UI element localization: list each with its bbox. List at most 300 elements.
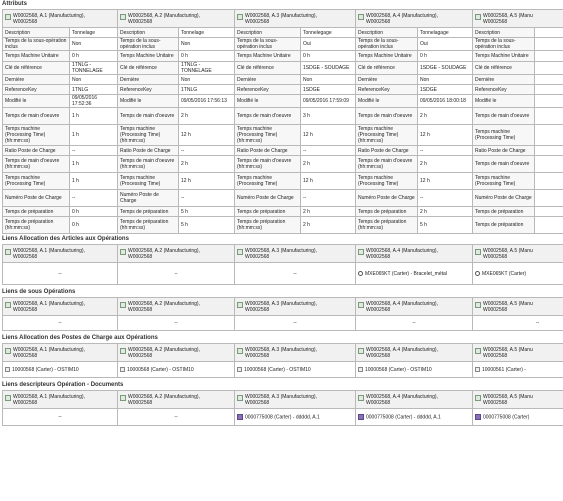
operation-header — [475, 301, 563, 313]
article-link-row-text: -- — [174, 270, 178, 277]
operation-icon — [358, 302, 364, 308]
operation-header-cell — [473, 344, 563, 362]
operation-number[interactable]: W0002568 — [128, 253, 153, 260]
attribute-value: 1SDGE - SOUDAGE — [301, 62, 356, 75]
attribute-value — [535, 156, 563, 173]
operation-header-text[interactable] — [13, 301, 85, 313]
operation-name[interactable]: W0002568, A.5 (Manu — [483, 393, 533, 400]
operation-header-text[interactable] — [245, 248, 317, 260]
operation-number[interactable]: W0002568 — [245, 399, 270, 406]
operation-header-cell — [118, 298, 235, 316]
sous-operation-row-text: -- — [174, 320, 178, 326]
operation-icon — [358, 249, 364, 255]
operation-number[interactable]: W0002568 — [13, 253, 38, 260]
operation-header-text[interactable] — [13, 13, 85, 25]
attribute-label: Modifié le — [3, 95, 70, 108]
operation-header-text[interactable] — [483, 13, 533, 25]
attribute-value — [535, 108, 563, 125]
operation-header-text[interactable] — [245, 347, 317, 359]
attribute-row — [3, 108, 563, 125]
operation-name[interactable]: W0002568, A.1 (Manufacturing), — [13, 12, 85, 19]
operation-name[interactable]: W0002568, A.2 (Manufacturing), — [128, 393, 200, 400]
attribute-value — [535, 75, 563, 85]
operation-header-cell — [473, 391, 563, 409]
attribute-row — [3, 173, 563, 190]
attribute-row — [3, 75, 563, 85]
attribute-value: Non — [70, 38, 118, 51]
operation-number[interactable]: W0002568 — [483, 253, 508, 260]
documents-table-body — [3, 391, 563, 426]
workcenter-link-row-cell[interactable] — [235, 362, 356, 378]
operation-header-cell — [356, 344, 473, 362]
attribute-label: Temps de préparation — [473, 207, 535, 217]
attribute-value: 12 h — [418, 125, 473, 146]
operation-header-row — [3, 10, 563, 28]
documents-table — [2, 390, 563, 426]
operation-header-text[interactable] — [245, 13, 317, 25]
operation-header — [237, 13, 353, 25]
attribute-value: -- — [179, 146, 235, 156]
operation-number[interactable]: W0002568 — [13, 306, 38, 313]
attribute-value — [535, 85, 563, 95]
attribute-value: Non — [179, 75, 235, 85]
attribute-value: 0 h — [418, 51, 473, 62]
workcenter-link-row-text[interactable]: 10000568 (Carter) - OSTIM10 — [365, 366, 432, 373]
attribute-value: 3 h — [301, 108, 356, 125]
attribute-value: -- — [301, 190, 356, 207]
operation-header-cell — [473, 10, 563, 28]
operation-header — [475, 347, 563, 359]
document-link-row-cell[interactable] — [473, 409, 563, 426]
operation-header — [358, 347, 470, 359]
attribute-value: 2 h — [301, 217, 356, 234]
operation-number[interactable]: W0002568 — [245, 18, 270, 25]
attribute-value: 1 h — [70, 156, 118, 173]
workcenter-link-row-cell[interactable] — [118, 362, 235, 378]
section-title-attributs: Attributs — [2, 1, 27, 7]
attribute-label: Clé de référence — [473, 62, 535, 75]
operation-name[interactable]: W0002568, A.3 (Manufacturing), — [245, 393, 317, 400]
attribute-row — [3, 207, 563, 217]
operation-header-cell — [235, 245, 356, 263]
operation-header-cell — [118, 344, 235, 362]
operation-number[interactable]: W0002568 — [128, 352, 153, 359]
operation-header-text[interactable] — [245, 394, 317, 406]
operation-header-row — [3, 344, 563, 362]
attributes-table-body — [3, 10, 563, 234]
operation-name[interactable]: W0002568, A.1 (Manufacturing), — [13, 247, 85, 254]
operation-header-text[interactable] — [245, 301, 317, 313]
operation-header — [358, 301, 470, 313]
operation-number[interactable]: W0002568 — [366, 253, 391, 260]
operation-number[interactable]: W0002568 — [366, 399, 391, 406]
attribute-label: Temps de main d'oeuvre — [356, 108, 418, 125]
operation-header-text[interactable] — [128, 248, 200, 260]
attribute-label: Temps de main d'oeuvre — [3, 108, 70, 125]
operation-name[interactable]: W0002568, A.4 (Manufacturing), — [366, 300, 438, 307]
workcenter-link-row-cell[interactable] — [473, 362, 563, 378]
postes-table-body — [3, 344, 563, 378]
operation-header-cell — [235, 10, 356, 28]
operation-header-cell — [356, 10, 473, 28]
attribute-value: -- — [70, 190, 118, 207]
attribute-value: 2 h — [179, 108, 235, 125]
attribute-value: 0 h — [70, 207, 118, 217]
operation-icon — [120, 395, 126, 401]
attribute-label: Description — [473, 28, 535, 38]
attribute-label: Temps de main d'oeuvre (hh:mm:ss) — [118, 156, 179, 173]
workcenter-link-row-text[interactable]: 10000561 (Carter) - — [482, 366, 526, 373]
attribute-label: Dernière — [3, 75, 70, 85]
workcenter-icon — [358, 367, 363, 372]
attribute-label: Ratio Poste de Charge — [118, 146, 179, 156]
operation-header-cell — [118, 245, 235, 263]
attribute-label: Temps Machine Unitaire — [473, 51, 535, 62]
attribute-label: Dernière — [356, 75, 418, 85]
attribute-value: 1TNLG - TONNELAGE — [179, 62, 235, 75]
attribute-label: Clé de référence — [235, 62, 301, 75]
section-title-postes: Liens Allocation des Postes de Charge aux Opérations — [2, 335, 158, 341]
attribute-row — [3, 62, 563, 75]
attribute-label: Modifié le — [356, 95, 418, 108]
sous-operation-row-cell — [356, 316, 473, 331]
attribute-label: Description — [3, 28, 70, 38]
attribute-label: ReferenceKey — [235, 85, 301, 95]
attribute-label: Temps Machine Unitaire — [3, 51, 70, 62]
operation-name[interactable]: W0002568, A.2 (Manufacturing), — [128, 12, 200, 19]
operation-header-cell — [3, 245, 118, 263]
attribute-row — [3, 146, 563, 156]
operation-header — [237, 394, 353, 406]
attribute-label: Temps machine (Processing Time) — [473, 125, 535, 146]
articles-table-body — [3, 245, 563, 285]
workcenter-link-row-text[interactable]: 10000568 (Carter) - OSTIM10 — [12, 366, 79, 373]
operation-icon — [120, 348, 126, 354]
attribute-value: 09/05/2016 17:59:09 — [301, 95, 356, 108]
article-link-row-cell[interactable] — [473, 263, 563, 285]
operation-header-cell — [3, 391, 118, 409]
operation-header — [475, 248, 563, 260]
article-link-row-text[interactable]: MXE065KT (Carter) - Bracelet_métal — [365, 270, 447, 277]
operation-name[interactable]: W0002568, A.2 (Manufacturing), — [128, 300, 200, 307]
document-link-row-text[interactable]: 0000775008 (Carter) - ddddd, A.1 — [366, 414, 441, 421]
sous-operation-row-text: -- — [58, 320, 62, 326]
operation-icon — [237, 395, 243, 401]
attribute-value: 09/05/2016 17:52:36 — [70, 95, 118, 108]
attribute-value — [535, 173, 563, 190]
operation-header-text[interactable] — [483, 347, 533, 359]
operation-icon — [5, 249, 11, 255]
attribute-row — [3, 28, 563, 38]
document-link-row — [3, 409, 563, 426]
attribute-value: 09/05/2016 17:56:13 — [179, 95, 235, 108]
operation-number[interactable]: W0002568 — [13, 352, 38, 359]
attribute-label: Clé de référence — [3, 62, 70, 75]
attribute-label: Ratio Poste de Charge — [3, 146, 70, 156]
attribute-label: Temps de la sous-opération inclus — [235, 38, 301, 51]
operation-name[interactable]: W0002568, A.4 (Manufacturing), — [366, 346, 438, 353]
sous-operations-table-body — [3, 298, 563, 331]
attribute-label: Temps machine (Processing Time) (hh:mm:ss) — [235, 125, 301, 146]
operation-icon — [5, 395, 11, 401]
attribute-value: 0 h — [301, 51, 356, 62]
operation-header-text[interactable] — [128, 347, 200, 359]
operation-icon — [358, 395, 364, 401]
operation-name[interactable]: W0002568, A.5 (Manu — [483, 300, 533, 307]
operation-icon — [120, 249, 126, 255]
operation-header-cell — [356, 298, 473, 316]
attribute-label: Ratio Poste de Charge — [473, 146, 535, 156]
operation-number[interactable]: W0002568 — [128, 399, 153, 406]
workcenter-link-row-cell[interactable] — [356, 362, 473, 378]
attribute-label: Temps de préparation — [356, 207, 418, 217]
attribute-row — [3, 38, 563, 51]
article-icon — [475, 271, 480, 276]
attribute-value: 1SDGE — [301, 85, 356, 95]
operation-header-text[interactable] — [366, 301, 438, 313]
attribute-label: Temps de main d'oeuvre (hh:mm:ss) — [356, 156, 418, 173]
attribute-label: Ratio Poste de Charge — [235, 146, 301, 156]
sous-operation-row-text: -- — [535, 320, 540, 326]
operation-name[interactable]: W0002568, A.5 (Manu — [483, 12, 533, 19]
attribute-label: Temps de préparation — [473, 217, 535, 234]
attribute-label: Temps machine (Processing Time) — [3, 173, 70, 190]
operation-header — [358, 13, 470, 25]
operation-number[interactable]: W0002568 — [245, 306, 270, 313]
attribute-value: 2 h — [301, 156, 356, 173]
operation-name[interactable]: W0002568, A.3 (Manufacturing), — [245, 12, 317, 19]
operation-header — [5, 301, 115, 313]
operation-header — [120, 301, 232, 313]
operation-header-text[interactable] — [366, 347, 438, 359]
sous-operation-row-text: -- — [293, 320, 297, 326]
attribute-label: Temps de préparation (hh:mm:ss) — [356, 217, 418, 234]
attribute-value — [535, 207, 563, 217]
attribute-label: Modifié le — [118, 95, 179, 108]
operation-name[interactable]: W0002568, A.4 (Manufacturing), — [366, 247, 438, 254]
attribute-value: 12 h — [179, 173, 235, 190]
document-link-row-cell — [118, 409, 235, 426]
operation-icon — [237, 348, 243, 354]
operation-header-cell — [118, 10, 235, 28]
article-link-row-cell — [3, 263, 118, 285]
attribute-value — [535, 62, 563, 75]
operation-number[interactable]: W0002568 — [483, 18, 508, 25]
operation-header-text[interactable] — [483, 248, 533, 260]
document-icon — [475, 414, 481, 420]
article-link-row-cell[interactable] — [356, 263, 473, 285]
attribute-value: 1SDGE - SOUDAGE — [418, 62, 473, 75]
operation-name[interactable]: W0002568, A.5 (Manu — [483, 346, 533, 353]
operation-name[interactable]: W0002568, A.3 (Manufacturing), — [245, 300, 317, 307]
sous-operation-row — [3, 316, 563, 331]
document-icon — [237, 414, 243, 420]
attribute-value: 1TNLG — [70, 85, 118, 95]
attribute-value: 2 h — [301, 207, 356, 217]
attribute-label: Numéro Poste de Charge — [3, 190, 70, 207]
operation-number[interactable]: W0002568 — [245, 352, 270, 359]
operation-name[interactable]: W0002568, A.1 (Manufacturing), — [13, 346, 85, 353]
operation-icon — [5, 302, 11, 308]
operation-header-text[interactable] — [483, 301, 533, 313]
attribute-value: 2 h — [418, 156, 473, 173]
section-title-articles: Liens Allocation des Articles aux Opérations — [2, 236, 129, 242]
workcenter-icon — [5, 367, 10, 372]
attribute-value: Oui — [418, 38, 473, 51]
operation-name[interactable]: W0002568, A.1 (Manufacturing), — [13, 393, 85, 400]
article-link-row-cell — [235, 263, 356, 285]
operation-header-text[interactable] — [366, 13, 438, 25]
attribute-value: Non — [418, 75, 473, 85]
attribute-value: 0 h — [179, 51, 235, 62]
operation-header — [5, 13, 115, 25]
operation-icon — [475, 348, 481, 354]
article-link-row — [3, 263, 563, 285]
operation-header-row — [3, 245, 563, 263]
attribute-value: -- — [70, 146, 118, 156]
operation-icon — [237, 249, 243, 255]
operation-number[interactable]: W0002568 — [128, 306, 153, 313]
attribute-row — [3, 217, 563, 234]
sous-operation-row-cell — [235, 316, 356, 331]
operation-number[interactable]: W0002568 — [366, 352, 391, 359]
sous-operation-row-cell — [3, 316, 118, 331]
operation-name[interactable]: W0002568, A.1 (Manufacturing), — [13, 300, 85, 307]
attribute-label: Temps de main d'oeuvre — [473, 156, 535, 173]
operation-name[interactable]: W0002568, A.5 (Manu — [483, 247, 533, 254]
attribute-label: Modifié le — [235, 95, 301, 108]
operation-name[interactable]: W0002568, A.4 (Manufacturing), — [366, 393, 438, 400]
operation-number[interactable]: W0002568 — [366, 18, 391, 25]
operation-number[interactable]: W0002568 — [13, 399, 38, 406]
document-link-row-text: -- — [174, 414, 178, 420]
attribute-label: Modifié le — [473, 95, 535, 108]
operation-header — [5, 394, 115, 406]
attribute-label: Temps machine (Processing Time) — [235, 173, 301, 190]
operation-header — [120, 13, 232, 25]
operation-header-text[interactable] — [13, 347, 85, 359]
operation-name[interactable]: W0002568, A.2 (Manufacturing), — [128, 346, 200, 353]
operation-header — [5, 347, 115, 359]
operation-icon — [237, 302, 243, 308]
attribute-label: Temps de main d'oeuvre (hh:mm:ss) — [235, 156, 301, 173]
attribute-value — [535, 51, 563, 62]
attribute-value: Tonnelegage — [301, 28, 356, 38]
operation-header-text[interactable] — [128, 13, 200, 25]
operation-header-text[interactable] — [366, 248, 438, 260]
operation-number[interactable]: W0002568 — [128, 18, 153, 25]
attribute-value: 12 h — [418, 173, 473, 190]
operation-header-cell — [3, 344, 118, 362]
operation-header-cell — [118, 391, 235, 409]
operation-name[interactable]: W0002568, A.3 (Manufacturing), — [245, 247, 317, 254]
attribute-value — [535, 95, 563, 108]
operation-header — [358, 248, 470, 260]
attribute-value: Tonnelage — [70, 28, 118, 38]
attribute-value: Non — [301, 75, 356, 85]
operation-header — [475, 13, 563, 25]
operation-header-text[interactable] — [366, 394, 438, 406]
attribute-value: 5 h — [179, 217, 235, 234]
sous-operations-table — [2, 297, 563, 331]
operation-number[interactable]: W0002568 — [13, 18, 38, 25]
operation-number[interactable]: W0002568 — [483, 352, 508, 359]
operation-header — [237, 248, 353, 260]
attribute-row — [3, 125, 563, 146]
operation-number[interactable]: W0002568 — [366, 306, 391, 313]
workcenter-link-row-text[interactable]: 10000568 (Carter) - OSTIM10 — [127, 366, 194, 373]
operation-icon — [120, 14, 126, 20]
attribute-value: 1TNLG - TONNELAGE — [70, 62, 118, 75]
operation-header-text[interactable] — [483, 394, 533, 406]
attribute-label: Temps machine (Processing Time) (hh:mm:ss) — [3, 125, 70, 146]
attribute-label: Numéro Poste de Charge — [235, 190, 301, 207]
attribute-value: 5 h — [418, 217, 473, 234]
attribute-value: 1SDGE — [418, 85, 473, 95]
section-title-sous-operations: Liens de sous Opérations — [2, 289, 76, 295]
attribute-value: Oui — [301, 38, 356, 51]
operation-header-text[interactable] — [128, 394, 200, 406]
sous-operation-row-text: -- — [412, 320, 416, 326]
operation-number[interactable]: W0002568 — [483, 399, 508, 406]
operation-header-text[interactable] — [13, 394, 85, 406]
attribute-value: 1 h — [70, 173, 118, 190]
attribute-label: Numéro Poste de Charge — [473, 190, 535, 207]
section-title-documents: Liens descripteurs Opération - Documents — [2, 382, 124, 388]
attribute-value — [535, 190, 563, 207]
attribute-label: Dernière — [235, 75, 301, 85]
operation-icon — [475, 14, 481, 20]
attribute-label: Description — [356, 28, 418, 38]
operation-number[interactable]: W0002568 — [483, 306, 508, 313]
attribute-label: Temps de la sous-opération inclus — [118, 38, 179, 51]
operation-number[interactable]: W0002568 — [245, 253, 270, 260]
document-link-row-text[interactable]: 0000775008 (Carter) — [483, 414, 530, 421]
attribute-label: Clé de référence — [118, 62, 179, 75]
operation-name[interactable]: W0002568, A.4 (Manufacturing), — [366, 12, 438, 19]
document-link-row-text[interactable]: 0000775008 (Carter) - ddddd, A.1 — [245, 414, 320, 421]
document-link-row-cell[interactable] — [235, 409, 356, 426]
attribute-value: -- — [418, 146, 473, 156]
article-link-row-text[interactable]: MXE065KT (Carter) — [482, 270, 527, 277]
operation-icon — [358, 348, 364, 354]
attribute-label: Ratio Poste de Charge — [356, 146, 418, 156]
attribute-value: 1 h — [70, 125, 118, 146]
operation-header-cell — [473, 245, 563, 263]
operation-header-text[interactable] — [13, 248, 85, 260]
workcenter-link-row-cell[interactable] — [3, 362, 118, 378]
attribute-label: Temps de préparation — [235, 207, 301, 217]
attribute-value: -- — [179, 190, 235, 207]
attribute-value: Non — [179, 38, 235, 51]
operation-header-text[interactable] — [128, 301, 200, 313]
operation-name[interactable]: W0002568, A.3 (Manufacturing), — [245, 346, 317, 353]
attribute-value: 12 h — [301, 125, 356, 146]
document-link-row-cell[interactable] — [356, 409, 473, 426]
attribute-label: ReferenceKey — [118, 85, 179, 95]
attribute-row — [3, 85, 563, 95]
operation-header-cell — [356, 391, 473, 409]
attribute-value — [535, 38, 563, 51]
attribute-label: ReferenceKey — [3, 85, 70, 95]
attribute-value: 0 h — [70, 217, 118, 234]
operation-icon — [475, 249, 481, 255]
workcenter-icon — [120, 367, 125, 372]
operation-name[interactable]: W0002568, A.2 (Manufacturing), — [128, 247, 200, 254]
workcenter-link-row-text[interactable]: 10000568 (Carter) - OSTIM10 — [244, 366, 311, 373]
attribute-value: 1TNLG — [179, 85, 235, 95]
article-link-row-cell — [118, 263, 235, 285]
